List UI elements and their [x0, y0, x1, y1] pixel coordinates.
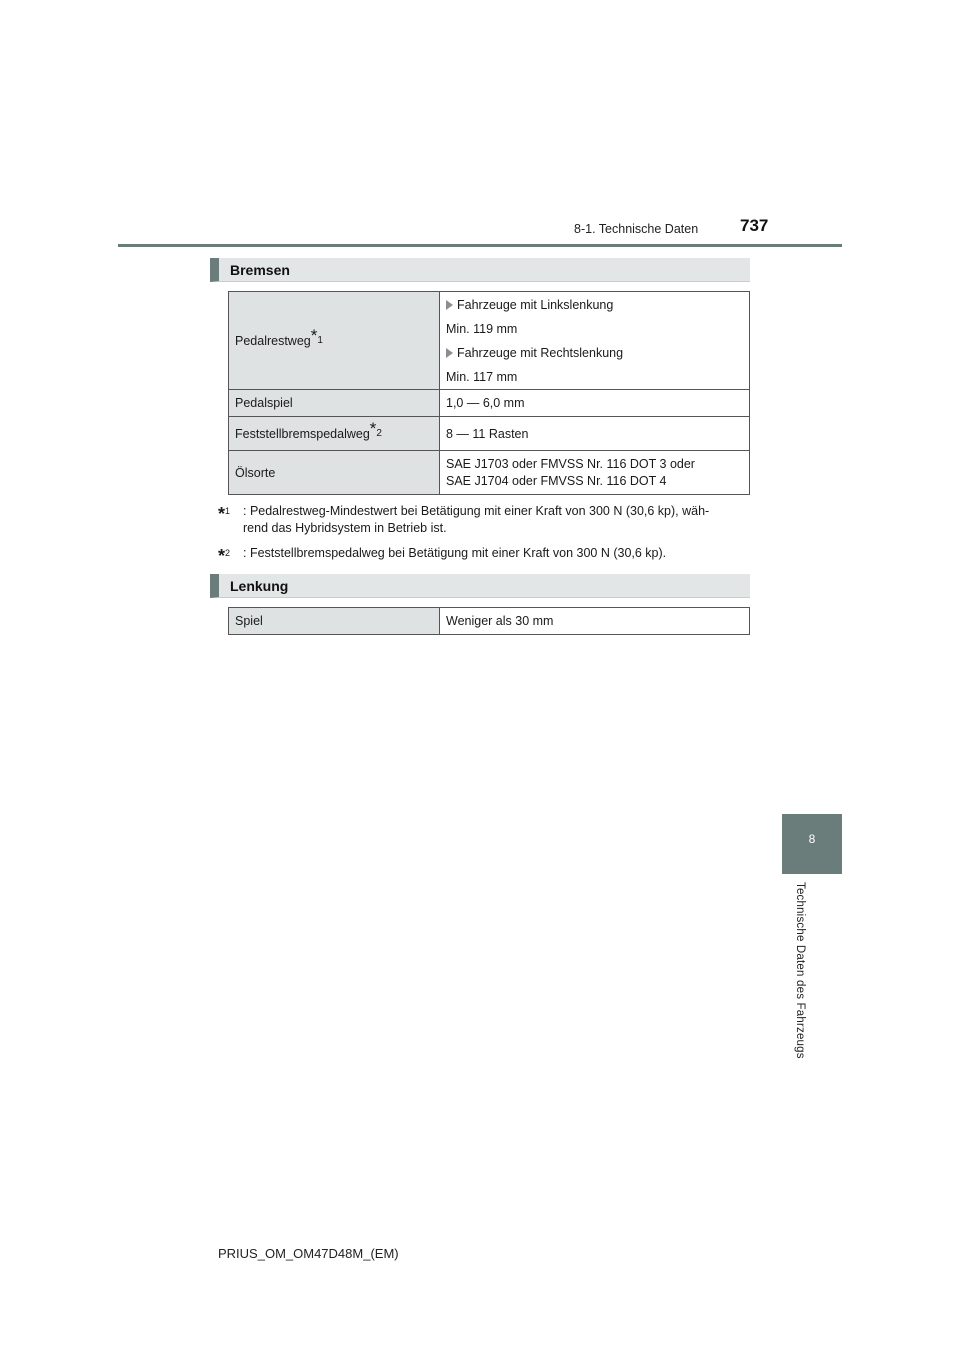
chapter-tab	[782, 814, 842, 874]
footnote-star: *	[310, 325, 318, 345]
rhd-value: Min. 117 mm	[446, 369, 518, 384]
steering-heading	[210, 574, 750, 598]
steering-heading-text: Lenkung	[230, 578, 289, 594]
steering-table	[228, 607, 750, 635]
brakes-heading-text: Bremsen	[230, 262, 290, 278]
chapter-label: Technische Daten des Fahrzeugs	[794, 882, 806, 1059]
pedal-reserve-label	[229, 292, 440, 390]
parking-brake-label	[229, 417, 440, 451]
rhd-title: Fahrzeuge mit Rechtslenkung	[457, 345, 624, 360]
pedal-reserve-value	[440, 292, 750, 390]
steering-play-value: Weniger als 30 mm	[440, 608, 750, 635]
footnote-marker: *$^2$	[218, 546, 231, 566]
footnote-marker: *$^1$	[218, 504, 231, 524]
table-row	[229, 608, 750, 635]
footnote-2	[218, 545, 758, 566]
pedal-reserve-label-text: Pedalrestweg	[235, 333, 311, 348]
brakes-table	[228, 291, 750, 495]
chapter-number: 8	[808, 832, 816, 846]
arrow-right-icon	[446, 348, 453, 358]
footnote-1-line-2: rend das Hybridsystem in Betrieb ist.	[243, 521, 447, 535]
document-code: PRIUS_OM_OM47D48M_(EM)	[218, 1246, 399, 1261]
pedal-play-label: Pedalspiel	[229, 390, 440, 417]
lhd-title: Fahrzeuge mit Linkslenkung	[457, 297, 614, 312]
footnote-1-line-1: : Pedalrestweg-Mindestwert bei Betätigung mit einer Kraft von 300 N (30,6 kp), wäh-	[243, 504, 710, 518]
table-row	[229, 451, 750, 495]
section-title: 8-1. Technische Daten	[574, 222, 699, 236]
parking-brake-value: 8 — 11 Rasten	[440, 417, 750, 451]
fluid-value-line-2: SAE J1704 oder FMVSS Nr. 116 DOT 4	[446, 473, 667, 488]
fluid-value	[440, 451, 750, 495]
steering-play-label: Spiel	[229, 608, 440, 635]
table-row	[229, 292, 750, 390]
footnote-star: *	[369, 418, 377, 438]
arrow-right-icon	[446, 300, 453, 310]
parking-brake-label-text: Feststellbremspedalweg	[235, 426, 370, 441]
footnote-ref: 2	[376, 427, 382, 439]
footnote-1	[218, 503, 758, 537]
page-number: 737	[740, 216, 769, 235]
footnote-ref: 1	[317, 334, 323, 346]
lhd-value: Min. 119 mm	[446, 321, 518, 336]
table-row	[229, 417, 750, 451]
table-row	[229, 390, 750, 417]
header-divider	[118, 244, 842, 247]
fluid-value-line-1: SAE J1703 oder FMVSS Nr. 116 DOT 3 oder	[446, 456, 695, 471]
fluid-label: Ölsorte	[229, 451, 440, 495]
footnote-2-line-1: : Feststellbremspedalweg bei Betätigung mit einer Kraft von 300 N (30,6 kp).	[243, 546, 667, 560]
brakes-heading	[210, 258, 750, 282]
pedal-play-value: 1,0 — 6,0 mm	[440, 390, 750, 417]
